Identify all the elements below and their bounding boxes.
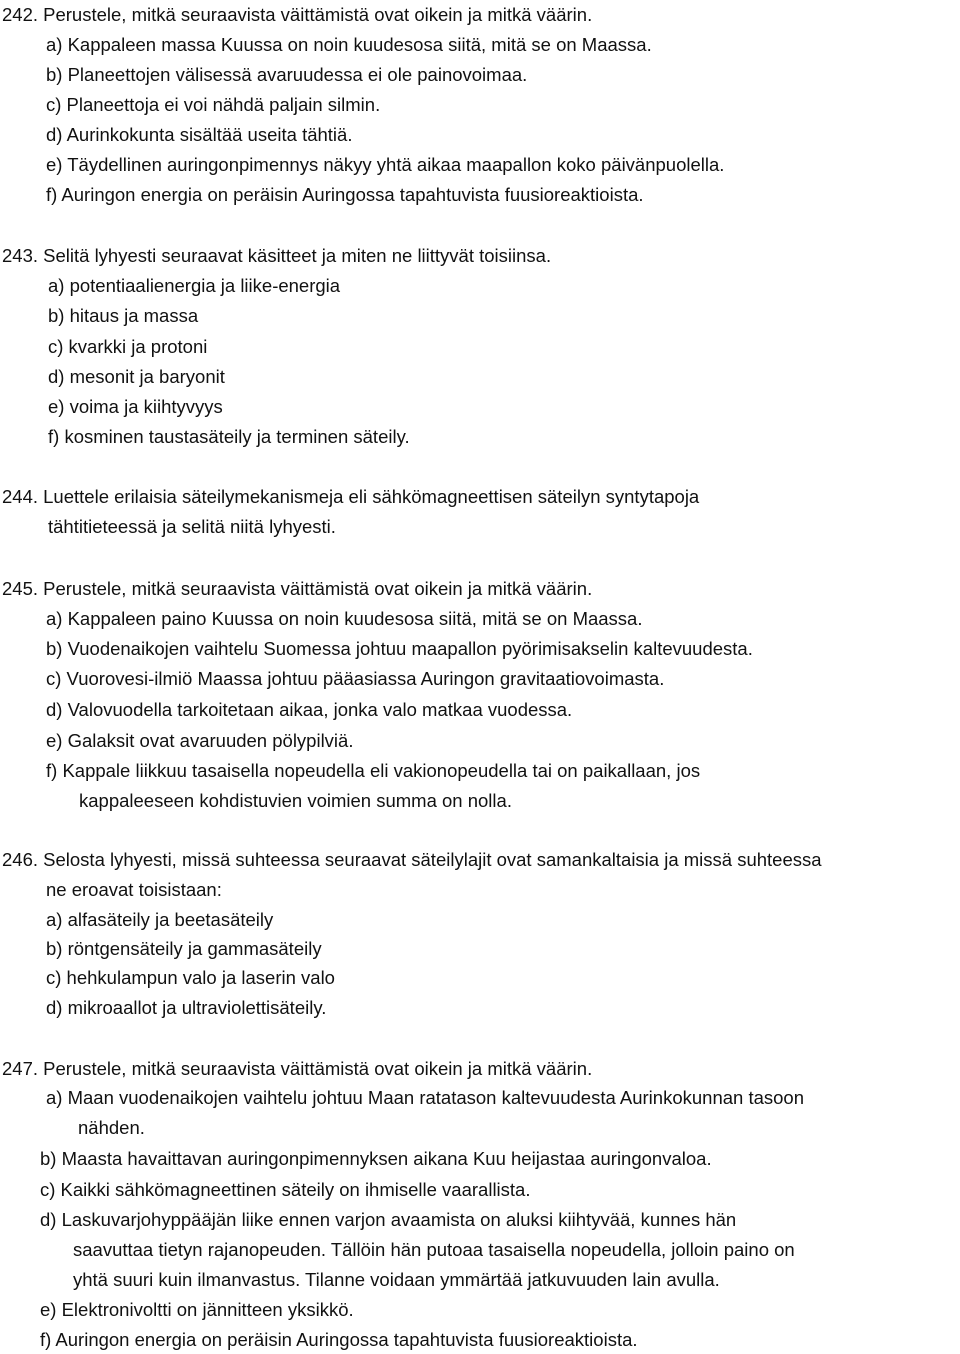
question-242-item-f: f) Auringon energia on peräisin Auringossa tapahtuvista fuusioreaktioista. xyxy=(46,184,644,205)
question-245-heading: 245. Perustele, mitkä seuraavista väittämistä ovat oikein ja mitkä väärin. xyxy=(2,578,593,599)
question-242-item-b: b) Planeettojen välisessä avaruudessa ei ole painovoimaa. xyxy=(46,64,528,85)
question-243-heading: 243. Selitä lyhyesti seuraavat käsitteet ja miten ne liittyvät toisiinsa. xyxy=(2,245,552,266)
question-244-heading: 244. Luettele erilaisia säteilymekanismeja eli sähkömagneettisen säteilyn syntytapoja xyxy=(2,486,700,507)
question-245-item-d: d) Valovuodella tarkoitetaan aikaa, jonka valo matkaa vuodessa. xyxy=(46,699,573,720)
question-243-item-c: c) kvarkki ja protoni xyxy=(48,336,208,357)
question-246-heading-continued: ne eroavat toisistaan: xyxy=(46,879,222,900)
question-243-item-e: e) voima ja kiihtyvyys xyxy=(48,396,223,417)
question-245-item-b: b) Vuodenaikojen vaihtelu Suomessa johtuu maapallon pyörimisakselin kaltevuudesta. xyxy=(46,638,753,659)
question-242-item-d: d) Aurinkokunta sisältää useita tähtiä. xyxy=(46,124,353,145)
question-245-item-c: c) Vuorovesi-ilmiö Maassa johtuu pääasiassa Auringon gravitaatiovoimasta. xyxy=(46,668,665,689)
question-247-heading: 247. Perustele, mitkä seuraavista väittämistä ovat oikein ja mitkä väärin. xyxy=(2,1058,593,1079)
question-246-item-a: a) alfasäteily ja beetasäteily xyxy=(46,909,274,930)
question-247-item-d: d) Laskuvarjohyppääjän liike ennen varjon avaamista on aluksi kiihtyvää, kunnes hän xyxy=(40,1209,737,1230)
question-242-item-c: c) Planeettoja ei voi nähdä paljain silmin. xyxy=(46,94,381,115)
question-245-item-f-continued: kappaleeseen kohdistuvien voimien summa on nolla. xyxy=(79,790,512,811)
question-247-item-a-continued: nähden. xyxy=(78,1117,145,1138)
question-247-item-c: c) Kaikki sähkömagneettinen säteily on ihmiselle vaarallista. xyxy=(40,1179,531,1200)
question-246-heading: 246. Selosta lyhyesti, missä suhteessa seuraavat säteilylajit ovat samankaltaisia ja missä suhteessa xyxy=(2,849,822,870)
question-242-item-e: e) Täydellinen auringonpimennys näkyy yhtä aikaa maapallon koko päivänpuolella. xyxy=(46,154,725,175)
question-244-heading-continued: tähtitieteessä ja selitä niitä lyhyesti. xyxy=(48,516,336,537)
question-242-item-a: a) Kappaleen massa Kuussa on noin kuudesosa siitä, mitä se on Maassa. xyxy=(46,34,652,55)
question-247-item-e: e) Elektronivoltti on jännitteen yksikkö. xyxy=(40,1299,354,1320)
question-246-item-d: d) mikroaallot ja ultraviolettisäteily. xyxy=(46,997,327,1018)
question-247-item-a: a) Maan vuodenaikojen vaihtelu johtuu Maan ratatason kaltevuudesta Aurinkokunnan tasoon xyxy=(46,1087,804,1108)
question-243-item-b: b) hitaus ja massa xyxy=(48,305,199,326)
question-242-heading: 242. Perustele, mitkä seuraavista väittämistä ovat oikein ja mitkä väärin. xyxy=(2,4,593,25)
question-247-item-d-continued-2: yhtä suuri kuin ilmanvastus. Tilanne voidaan ymmärtää jatkuvuuden lain avulla. xyxy=(73,1269,720,1290)
question-243-item-d: d) mesonit ja baryonit xyxy=(48,366,225,387)
question-247-item-d-continued-1: saavuttaa tietyn rajanopeuden. Tällöin hän putoaa tasaisella nopeudella, jolloin paino on xyxy=(73,1239,795,1260)
question-243-item-f: f) kosminen taustasäteily ja terminen säteily. xyxy=(48,426,410,447)
question-247-item-b: b) Maasta havaittavan auringonpimennyksen aikana Kuu heijastaa auringonvaloa. xyxy=(40,1148,712,1169)
question-246-item-c: c) hehkulampun valo ja laserin valo xyxy=(46,967,335,988)
question-246-item-b: b) röntgensäteily ja gammasäteily xyxy=(46,938,322,959)
question-243-item-a: a) potentiaalienergia ja liike-energia xyxy=(48,275,341,296)
question-245-item-f: f) Kappale liikkuu tasaisella nopeudella eli vakionopeudella tai on paikallaan, jos xyxy=(46,760,701,781)
question-245-item-a: a) Kappaleen paino Kuussa on noin kuudesosa siitä, mitä se on Maassa. xyxy=(46,608,643,629)
question-247-item-f: f) Auringon energia on peräisin Auringossa tapahtuvista fuusioreaktioista. xyxy=(40,1329,638,1350)
question-245-item-e: e) Galaksit ovat avaruuden pölypilviä. xyxy=(46,730,354,751)
